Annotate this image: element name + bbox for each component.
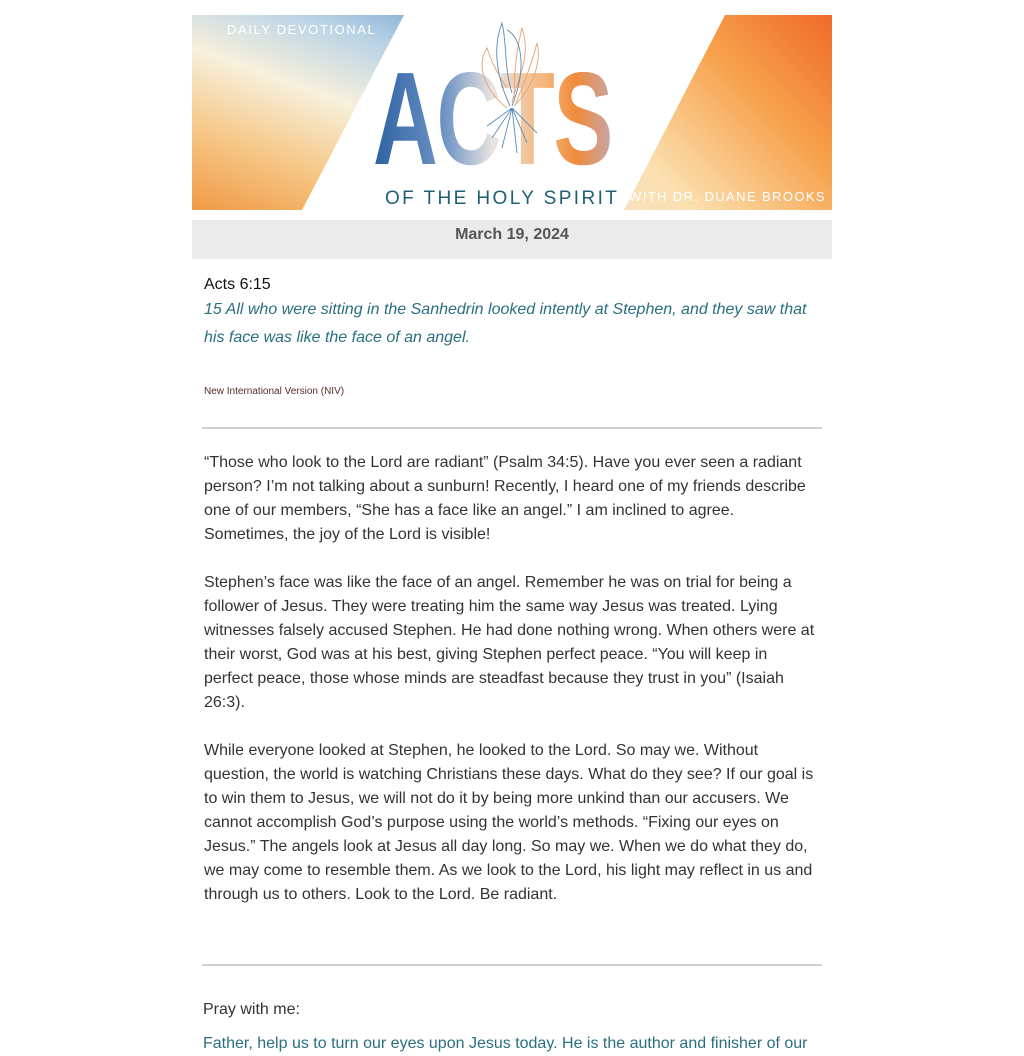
holy-spirit-dove-icon — [462, 18, 562, 163]
banner-title: ACTS — [373, 45, 612, 192]
banner-subtitle: OF THE HOLY SPIRIT — [385, 188, 620, 209]
prayer-text: Father, help us to turn our eyes upon Jesus today. He is the author and finisher of our — [203, 1035, 808, 1052]
header-banner — [192, 15, 832, 210]
scripture-reference: Acts 6:15 — [204, 276, 271, 293]
bible-version-link[interactable]: New International Version (NIV) — [204, 386, 345, 397]
divider — [202, 964, 822, 966]
divider — [202, 427, 822, 429]
content — [192, 274, 832, 1056]
banner-series-label: DAILY DEVOTIONAL — [227, 22, 377, 37]
prayer-heading: Pray with me: — [203, 1001, 300, 1018]
devotional-body — [204, 451, 820, 907]
date-bar: March 19, 2024 — [192, 220, 832, 259]
scripture-text: 15 All who were sitting in the Sanhedrin looked intently at Stephen, and they saw that his face was like the face of an angel. — [204, 301, 807, 346]
body-paragraph: Stephen’s face was like the face of an angel. Remember he was on trial for being a follower of Jesus. They were treating him the same way Jesus was treated. Lying witnesses falsely accused Stephen. He had done nothing wrong. When others were at their worst, God was at his best, giving Stephen perfect peace. “You will keep in perfect peace, those whose minds are steadfast because they trust in you” (Isaiah 26:3). — [204, 574, 815, 711]
devotional-email — [192, 15, 832, 1056]
body-paragraph: While everyone looked at Stephen, he looked to the Lord. So may we. Without question, the world is watching Christians these days. What do they see? If our goal is to win them to Jesus, we will not do it by being more unkind than our accusers. We cannot accomplish God’s purpose using the world’s methods. “Fixing our eyes on Jesus.” The angels look at Jesus all day long. So may we. When we do what they do, we may come to resemble them. As we look to the Lord, his light may reflect in us and through us to others. Look to the Lord. Be radiant. — [204, 742, 814, 903]
banner-author: WITH DR. DUANE BROOKS — [629, 189, 826, 204]
body-paragraph: “Those who look to the Lord are radiant” (Psalm 34:5). Have you ever seen a radiant person? I’m not talking about a sunburn! Recently, I heard one of my friends describe one of our members, “She has a face like an angel.” I am inclined to agree. Sometimes, the joy of the Lord is visible! — [204, 454, 806, 543]
